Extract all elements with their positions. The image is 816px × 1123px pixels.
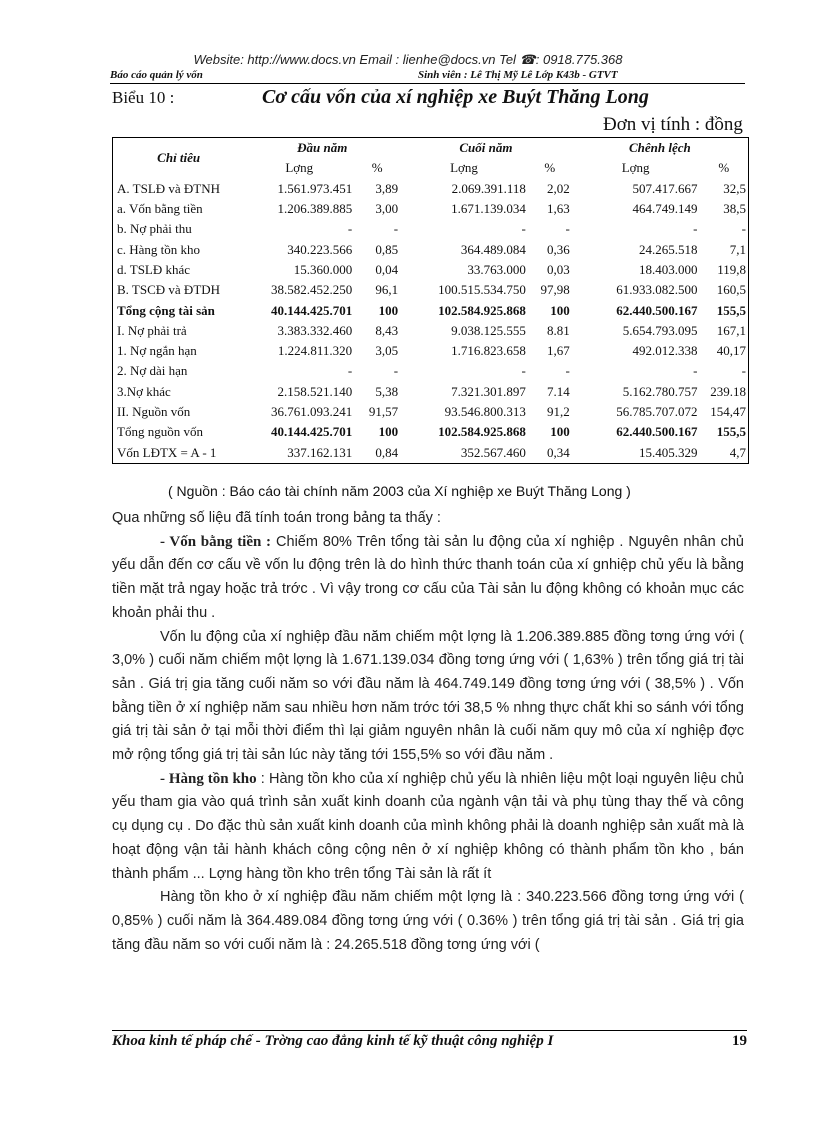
cell-daunam-amount: 40.144.425.701	[270, 302, 353, 318]
sub-pct: %	[371, 160, 383, 176]
cell-daunam-amount: 15.360.000	[293, 261, 353, 277]
cell-chenhlech-pct: 7,1	[729, 241, 746, 257]
cell-chenhlech-pct: 4,7	[729, 444, 746, 460]
cell-chenhlech-pct: -	[741, 221, 746, 237]
table-row	[113, 239, 749, 259]
row-label: B. TSCĐ và ĐTDH	[117, 282, 221, 298]
cell-chenhlech-amount: 18.403.000	[639, 261, 698, 277]
row-label: 2. Nợ dài hạn	[117, 363, 188, 379]
sub-luong: Lợng	[450, 160, 478, 176]
cell-cuoinam-pct: 8.81	[547, 322, 570, 338]
cell-chenhlech-amount: 24.265.518	[639, 241, 698, 257]
cell-cuoinam-amount: 1.671.139.034	[451, 201, 526, 217]
cell-chenhlech-amount: -	[693, 221, 698, 237]
row-label: 1. Nợ ngắn hạn	[117, 343, 197, 359]
table-row	[113, 321, 749, 341]
page-footer	[112, 1030, 747, 1050]
table-row	[113, 442, 749, 463]
cell-daunam-amount: 1.224.811.320	[277, 343, 353, 359]
row-label: A. TSLĐ và ĐTNH	[117, 180, 221, 196]
cell-chenhlech-pct: -	[741, 363, 746, 379]
table-row	[113, 422, 749, 442]
paragraph-hang-ton-kho	[112, 768, 744, 887]
cell-daunam-amount: 40.144.425.701	[270, 424, 353, 440]
heading-von-bang-tien: - Vốn bằng tiền :	[160, 533, 272, 550]
cell-chenhlech-amount: 507.417.667	[632, 180, 698, 196]
cell-daunam-pct: 100	[378, 302, 399, 318]
cell-cuoinam-pct: 7.14	[547, 383, 570, 399]
cell-daunam-amount: -	[347, 221, 353, 237]
cell-daunam-amount: 38.582.452.250	[270, 282, 353, 298]
cell-daunam-pct: 96,1	[375, 282, 399, 298]
capital-structure-table	[112, 137, 749, 464]
cell-chenhlech-amount: 492.012.338	[632, 343, 698, 359]
cell-chenhlech-pct: 167,1	[716, 322, 746, 338]
cell-daunam-pct: -	[393, 363, 399, 379]
page-title: Cơ cấu vốn của xí nghiệp xe Buýt Thăng Long	[262, 86, 649, 108]
cell-chenhlech-amount: 62.440.500.167	[616, 302, 698, 318]
sub-pct: %	[544, 160, 556, 176]
cell-chenhlech-pct: 155,5	[716, 302, 746, 318]
header-daunam: Đầu năm	[297, 140, 348, 156]
cell-cuoinam-amount: 102.584.925.868	[438, 424, 526, 440]
cell-cuoinam-amount: 2.069.391.118	[451, 180, 526, 196]
header-chenhlech: Chênh lệch	[629, 140, 691, 156]
cell-chenhlech-pct: 154,47	[710, 404, 746, 419]
table-row	[113, 280, 749, 300]
cell-chenhlech-amount: 464.749.149	[632, 201, 698, 217]
website-header: Website: http://www.docs.vn Email : lienhe@docs.vn Tel ☎: 0918.775.368	[193, 52, 623, 67]
row-label: 3.Nợ khác	[117, 383, 171, 399]
row-label: II. Nguồn vốn	[117, 404, 191, 419]
footer-text: Khoa kinh tế pháp chế - Trờng cao đẳng kinh tế kỹ thuật công nghiệp I	[112, 1033, 554, 1049]
cell-daunam-pct: 91,57	[368, 404, 399, 419]
cell-cuoinam-pct: 0,36	[547, 241, 570, 257]
cell-cuoinam-pct: 2,02	[547, 180, 570, 196]
cell-daunam-pct: 0,84	[375, 444, 399, 460]
cell-cuoinam-amount: 9.038.125.555	[451, 322, 526, 338]
report-header-line	[110, 69, 745, 84]
cell-cuoinam-amount: 364.489.084	[460, 241, 526, 257]
cell-chenhlech-pct: 40,17	[716, 343, 746, 359]
cell-chenhlech-pct: 32,5	[723, 180, 746, 196]
cell-cuoinam-pct: 1,67	[547, 343, 570, 359]
sub-pct: %	[718, 160, 730, 176]
page-number: 19	[732, 1033, 747, 1049]
cell-daunam-pct: 0,85	[375, 241, 399, 257]
cell-cuoinam-amount: 7.321.301.897	[451, 383, 526, 399]
cell-daunam-amount: 337.162.131	[287, 444, 353, 460]
header-chitieu: Chỉ tiêu	[157, 150, 201, 166]
cell-cuoinam-amount: 33.763.000	[467, 261, 526, 277]
cell-chenhlech-amount: 56.785.707.072	[616, 404, 698, 419]
paragraph-hang-ton-kho-values: Hàng tồn kho ở xí nghiệp đầu năm chiếm một lợng là : 340.223.566 đồng tơng ứng với ( 0,85% ) cuối năm là 364.489.084 đồng tơng ứng với ( 0.36% ) trên tổng giá trị tài sản . Giá trị gia tăng đầu năm so với cuối năm là : 24.265.518 đồng tơng ứng với (	[112, 889, 744, 953]
cell-cuoinam-pct: 100	[550, 424, 570, 440]
row-label: b. Nợ phải thu	[117, 221, 192, 237]
cell-daunam-pct: 3,00	[375, 201, 399, 217]
cell-daunam-pct: 3,05	[375, 343, 399, 359]
row-label: Tổng nguồn vốn	[117, 424, 203, 440]
cell-daunam-amount: 36.761.093.241	[270, 404, 353, 419]
intro-paragraph: Qua những số liệu đã tính toán trong bảng ta thấy :	[112, 510, 441, 526]
cell-daunam-amount: 3.383.332.460	[277, 322, 353, 338]
cell-cuoinam-pct: 100	[550, 302, 570, 318]
cell-cuoinam-pct: 97,98	[540, 282, 570, 298]
cell-cuoinam-amount: 1.716.823.658	[451, 343, 526, 359]
sub-luong: Lợng	[285, 160, 314, 176]
cell-chenhlech-pct: 239.18	[710, 383, 746, 399]
cell-chenhlech-pct: 160,5	[716, 282, 746, 298]
paragraph-text: : Hàng tồn kho của xí nghiệp chủ yếu là nhiên liệu một loại nguyên liệu chủ yếu tham gia vào quá trình sản xuất kinh doanh của ngành vận tải và phụ tùng thay thế và công cụ dụng cụ . Do đặc thù sản xuất kinh doanh của mình không phải là doanh nghiệp sản xuất mà là hoạt động vận tải hành khách công cộng nên ở xí nghiệp không có thành phẩm tồn kho , bán thành phẩm ... Lợng hàng tồn kho trên tổng Tài sản là rất ít	[112, 770, 744, 882]
table-row	[113, 300, 749, 320]
body-text	[112, 507, 744, 957]
table-body	[113, 179, 749, 464]
cell-daunam-pct: 8,43	[375, 322, 399, 338]
table-row	[113, 341, 749, 361]
paragraph-text: Chiếm 80% Trên tổng tài sản lu động của xí nghiệp . Nguyên nhân chủ yếu dẫn đến cơ cấu về vốn lu động trên là do hình thức thanh toán của xí gnhiệp chủ yếu là bằng tiền mặt trả ngay hoặc trả trớc . Vì vậy trong cơ cấu của Tài sản lu động không có khoản mục các khoản phải thu .	[112, 533, 744, 621]
cell-daunam-amount: 1.561.973.451	[277, 180, 353, 196]
table-row	[113, 179, 749, 199]
cell-cuoinam-pct: -	[565, 363, 570, 379]
cell-cuoinam-amount: 93.546.800.313	[444, 404, 526, 419]
cell-daunam-amount: 340.223.566	[287, 241, 353, 257]
cell-chenhlech-amount: 5.654.793.095	[622, 322, 698, 338]
unit-label: Đơn vị tính : đồng	[603, 114, 743, 135]
cell-chenhlech-amount: 15.405.329	[639, 444, 698, 460]
row-label: a. Vốn bằng tiền	[117, 201, 203, 217]
paragraph-von-luu-dong: Vốn lu động của xí nghiệp đầu năm chiếm một lợng là 1.206.389.885 đồng tơng ứng với ( 3,0% ) cuối năm chiếm một lợng là 1.671.139.034 đồng tơng ứng với ( 1,63% ) trên tổng giá trị tài sản . Giá trị gia tăng cuối năm so với đầu năm là 464.749.149 đồng tơng ứng với ( 38,5% ) . Vốn bằng tiền ở xí nghiệp năm sau nhiều hơn năm trớc tới 38,5 % nhng thực chất khi so sánh với tổng giá trị tài sản ở tại mỗi thời điểm thì lại giảm nguyên nhân là cuối năm quy mô của xí nghiệp đợc mở rộng tổng giá trị tài sản lúc này tăng tới 155,5% so với đầu năm .	[112, 628, 744, 764]
cell-chenhlech-pct: 119,8	[717, 261, 746, 277]
cell-cuoinam-amount: 352.567.460	[460, 444, 526, 460]
cell-chenhlech-amount: 5.162.780.757	[622, 383, 698, 399]
row-label: Tổng cộng tài sản	[117, 302, 215, 318]
source-note: ( Nguồn : Báo cáo tài chính năm 2003 của Xí nghiệp xe Buýt Thăng Long )	[168, 483, 631, 499]
cell-cuoinam-pct: 1,63	[547, 201, 570, 217]
cell-daunam-pct: 100	[378, 424, 399, 440]
table-row	[113, 199, 749, 219]
figure-label: Biểu 10 :	[112, 88, 175, 107]
heading-hang-ton-kho: - Hàng tồn kho	[160, 770, 257, 787]
cell-cuoinam-pct: 0,03	[547, 261, 570, 277]
cell-chenhlech-pct: 155,5	[716, 424, 746, 440]
cell-cuoinam-pct: 91,2	[547, 404, 570, 419]
row-label: I. Nợ phải trả	[117, 322, 187, 338]
cell-daunam-pct: -	[393, 221, 399, 237]
cell-cuoinam-pct: -	[565, 221, 570, 237]
row-label: Vốn LĐTX = A - 1	[117, 444, 217, 460]
table-row	[113, 260, 749, 280]
cell-cuoinam-amount: -	[521, 221, 526, 237]
table-row	[113, 382, 749, 402]
cell-daunam-amount: 2.158.521.140	[277, 383, 353, 399]
table-row	[113, 361, 749, 381]
table-row	[113, 219, 749, 239]
student-info: Sinh viên : Lê Thị Mỹ Lê Lớp K43b - GTVT	[418, 69, 618, 81]
cell-daunam-amount: 1.206.389.885	[277, 201, 353, 217]
cell-cuoinam-amount: -	[521, 363, 526, 379]
row-label: d. TSLĐ khác	[117, 261, 191, 277]
header-cuoinam: Cuối năm	[459, 140, 513, 156]
cell-daunam-pct: 3,89	[375, 180, 399, 196]
sub-luong: Lợng	[621, 160, 650, 176]
cell-chenhlech-pct: 38,5	[723, 201, 746, 217]
row-label: c. Hàng tồn kho	[117, 241, 201, 257]
cell-daunam-pct: 5,38	[375, 383, 399, 399]
cell-chenhlech-amount: 61.933.082.500	[616, 282, 698, 298]
report-title-left: Báo cáo quản lý vốn	[110, 69, 203, 81]
cell-daunam-amount: -	[347, 363, 353, 379]
cell-cuoinam-amount: 102.584.925.868	[438, 302, 526, 318]
cell-daunam-pct: 0,04	[375, 261, 399, 277]
paragraph-von-bang-tien	[112, 531, 744, 626]
table-row	[113, 402, 749, 422]
cell-cuoinam-amount: 100.515.534.750	[438, 282, 526, 298]
cell-chenhlech-amount: -	[693, 363, 698, 379]
cell-cuoinam-pct: 0,34	[547, 444, 570, 460]
cell-chenhlech-amount: 62.440.500.167	[616, 424, 698, 440]
